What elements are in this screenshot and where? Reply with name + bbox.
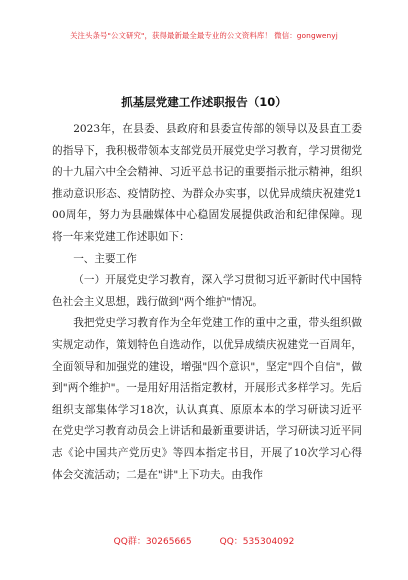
section-heading-main-work: 一、主要工作 [73, 252, 137, 265]
header-banner: 关注头条号"公文研究"，获得最新最全最专业的公文资料库！ 微信：gongwenyj [70, 31, 338, 40]
document-title: 抓基层党建工作述职报告（10） [121, 95, 287, 109]
intro-paragraph: 2023年，在县委、县政府和县委宣传部的领导以及县直工委的指导下，我积极带领本支部党员开展党史学习教育，学习贯彻党的十九届六中全会精神、习近平总书记的重要指示批示精神，组织推动意识形态、疫情防控、为群众办实事，以优异成绩庆祝建党100周年，努力为县融媒体中心稳固发展提供政治和纪律保障。现将一年来党建工作述职如下： [52, 123, 362, 243]
footer-qq: QQ：535304092 [219, 537, 295, 547]
document-body [52, 119, 362, 486]
footer-qq-group: QQ群：30265665 [113, 537, 192, 547]
body-paragraph: 我把党史学习教育作为全年党建工作的重中之重，带头组织做实规定动作，策划特色自选动作，以优异成绩庆祝建党一百周年，全面领导和加强党的建设，增强"四个意识"，坚定"四个自信"，做到"两个维护"。一是用好用活指定教材，开展形式多样学习。先后组织支部集体学习18次，认认真真、原原本本的学习研读习近平在党史学习教育动员会上讲话和最新重要讲话，学习研读习近平同志《论中国共产党历史》等四本指定书目，开展了10次学习心得体会交流活动；二是在"讲"上下功夫。由我作 [52, 317, 362, 481]
footer-contact [0, 534, 408, 547]
subsection-heading: （一）开展党史学习教育，深入学习贯彻习近平新时代中国特色社会主义思想，践行做到"两个维护"情况。 [52, 274, 362, 308]
